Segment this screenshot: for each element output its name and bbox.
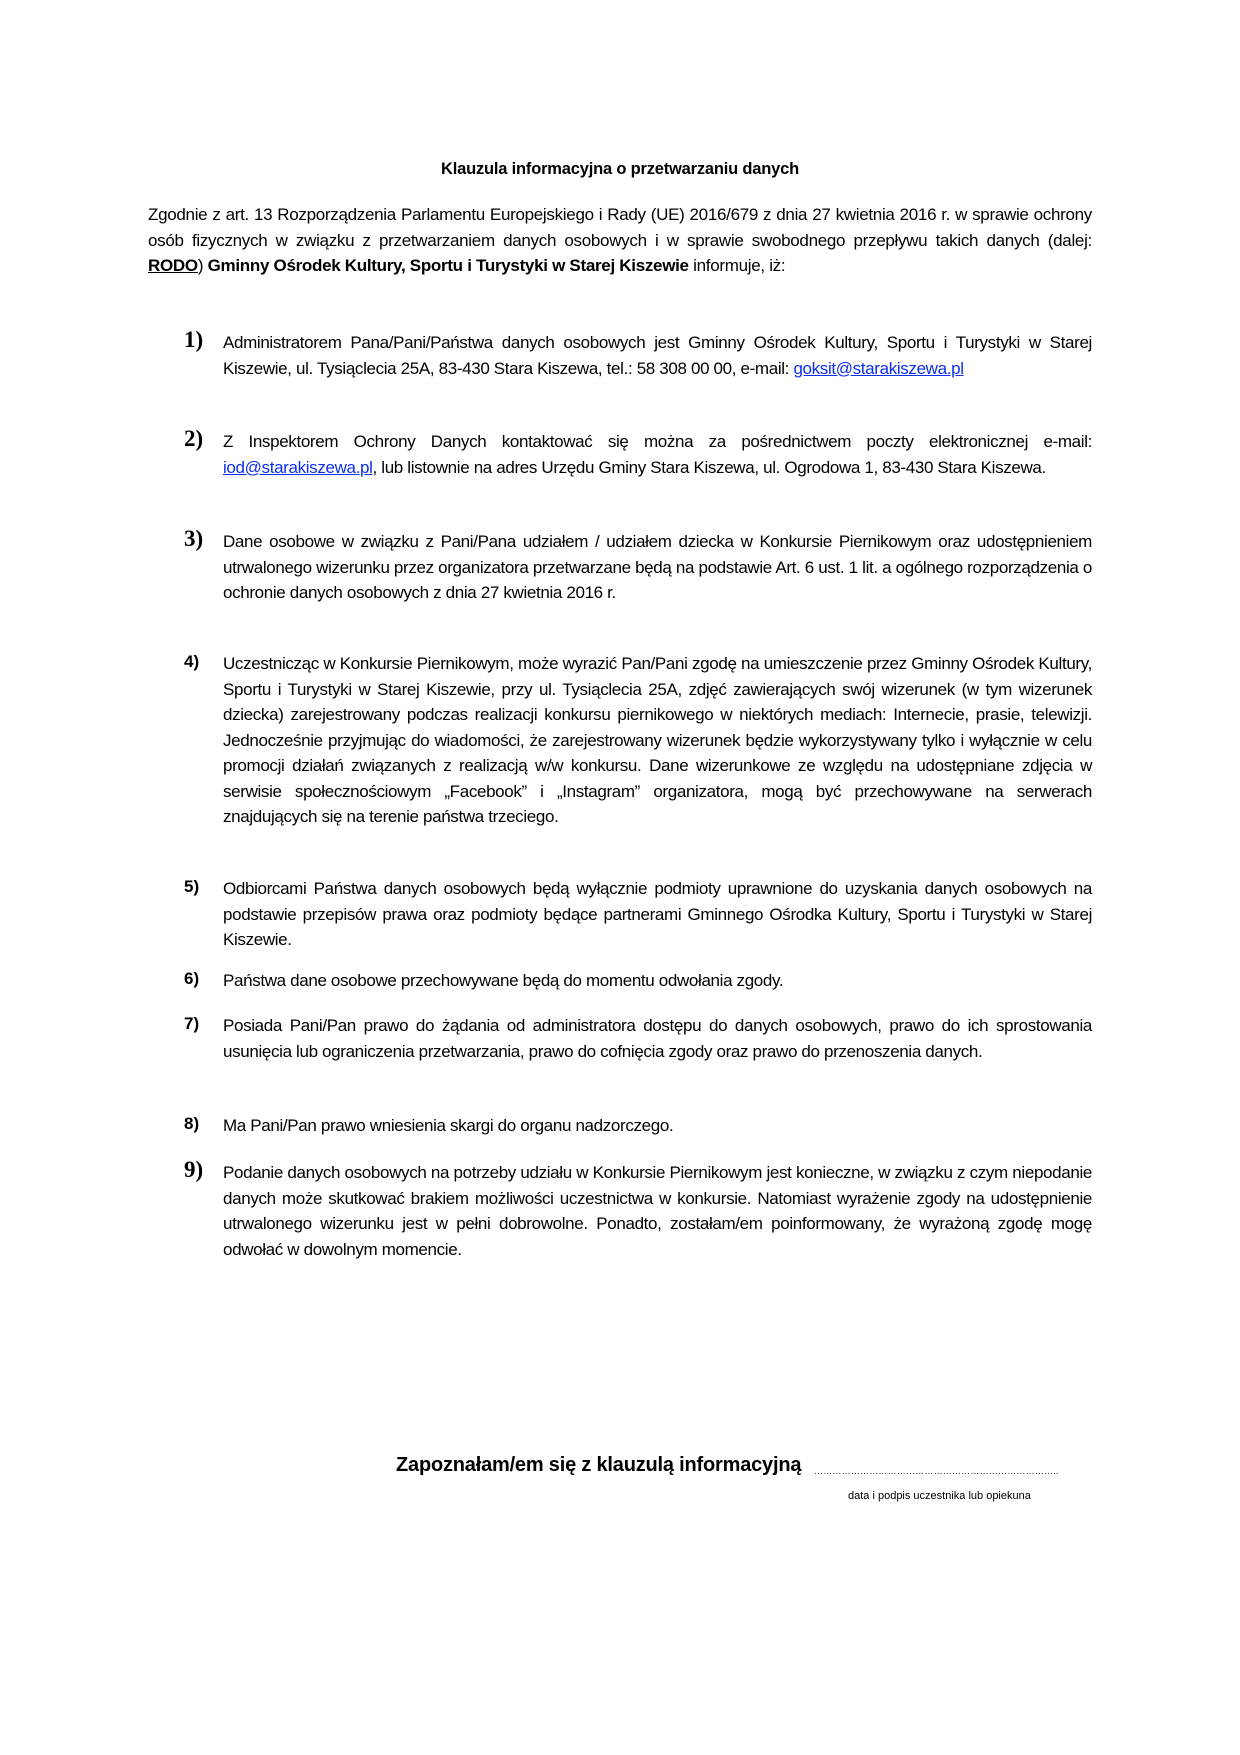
- intro-paragraph: [148, 202, 1092, 279]
- admin-email-link[interactable]: goksit@starakiszewa.pl: [793, 358, 964, 378]
- clause-number: 1): [184, 327, 204, 352]
- iod-email-link[interactable]: iod@starakiszewa.pl: [223, 457, 373, 477]
- clause-text: Dane osobowe w związku z Pani/Pana udziałem / udziałem dziecka w Konkursie Piernikowym oraz udostępnieniem utrwalonego wizerunku przez organizatora przetwarzane będą na podstawie Art. 6 ust. 1 lit. a ogólnego rozporządzenia o ochronie danych osobowych z dnia 27 kwietnia 2016 r.: [223, 532, 1092, 602]
- intro-text-3: informuje, iż:: [688, 256, 786, 275]
- clause-text: Posiada Pani/Pan prawo do żądania od administratora dostępu do danych osobowych, prawo do ich sprostowania usunięcia lub ograniczenia przetwarzania, prawo do cofnięcia zgody oraz prawo do przenoszenia danych.: [223, 1016, 1092, 1061]
- clause-number: 8): [184, 1114, 200, 1133]
- signature-caption: data i podpis uczestnika lub opiekuna: [848, 1490, 1031, 1502]
- clause-text: Ma Pani/Pan prawo wniesienia skargi do organu nadzorczego.: [223, 1116, 674, 1135]
- clause-text: Państwa dane osobowe przechowywane będą do momentu odwołania zgody.: [223, 971, 784, 990]
- clause-number: 3): [184, 526, 204, 551]
- clause-text: Z Inspektorem Ochrony Danych kontaktować się można za pośrednictwem poczty elektronicznej e-mail: iod@starakiszewa.pl, lub listownie na adres Urzędu Gminy Stara Kiszewa, ul. Ogrodowa 1, 83-430 Stara Kiszewa.: [223, 432, 1092, 477]
- clause-number: 7): [184, 1014, 200, 1033]
- clause-number: 4): [184, 652, 200, 671]
- clause-number: 5): [184, 877, 200, 896]
- rodo-abbreviation: RODO: [148, 256, 198, 275]
- clause-text: Uczestnicząc w Konkursie Piernikowym, może wyrazić Pan/Pani zgodę na umieszczenie przez Gminny Ośrodek Kultury, Sportu i Turystyki w Starej Kiszewie, przy ul. Tysiąclecia 25A, zdjęć zawierających swój wizerunek (w tym wizerunek dziecka) zarejestrowany podczas realizacji konkursu piernikowego w niektórych mediach: Internecie, prasie, telewizji. Jednocześnie przyjmując do wiadomości, że zarejestrowany wizerunek będzie wykorzystywany tylko i wyłącznie w celu promocji działań związanych z realizacją w/w konkursu. Dane wizerunkowe ze względu na udostępniane zdjęcia w serwisie społecznościowym „Facebook” i „Instagram” organizatora, mogą być przechowywane na serwerach znajdujących się na terenie państwa trzeciego.: [223, 654, 1092, 826]
- clause-text: Podanie danych osobowych na potrzeby udziału w Konkursie Piernikowym jest konieczne, w związku z czym niepodanie danych może skutkować brakiem możliwości uczestnictwa w konkursie. Natomiast wyrażenie zgody na udostępnienie utrwalonego wizerunku jest w pełni dobrowolne. Ponadto, zostałam/em poinformowany, że wyrażoną zgodę mogę odwołać w dowolnym momencie.: [223, 1163, 1092, 1259]
- acknowledgement-statement: Zapoznałam/em się z klauzulą informacyjną: [396, 1454, 802, 1476]
- signature-line: ……………………………………………………………………..: [814, 1466, 1059, 1476]
- document-title: Klauzula informacyjna o przetwarzaniu danych: [441, 160, 799, 178]
- intro-text-1: Zgodnie z art. 13 Rozporządzenia Parlamentu Europejskiego i Rady (UE) 2016/679 z dnia 27 kwietnia 2016 r. w sprawie ochrony osób fizycznych w związku z przetwarzaniem danych osobowych i w sprawie swobodnego przepływu takich danych (dalej:: [148, 205, 1092, 250]
- clause-text: Administratorem Pana/Pani/Państwa danych osobowych jest Gminny Ośrodek Kultury, Sportu i Turystyki w Starej Kiszewie, ul. Tysiąclecia 25A, 83-430 Stara Kiszewa, tel.: 58 308 00 00, e-mail: goksit@starakiszewa.pl: [223, 333, 1092, 378]
- intro-text-2: ): [197, 256, 208, 275]
- clause-number: 2): [184, 426, 204, 451]
- clause-number: 6): [184, 969, 200, 988]
- organization-name: Gminny Ośrodek Kultury, Sportu i Turystyki w Starej Kiszewie: [207, 256, 689, 275]
- clause-text: Odbiorcami Państwa danych osobowych będą wyłącznie podmioty uprawnione do uzyskania danych osobowych na podstawie przepisów prawa oraz podmioty będące partnerami Gminnego Ośrodka Kultury, Sportu i Turystyki w Starej Kiszewie.: [223, 879, 1092, 949]
- clause-number: 9): [184, 1157, 204, 1182]
